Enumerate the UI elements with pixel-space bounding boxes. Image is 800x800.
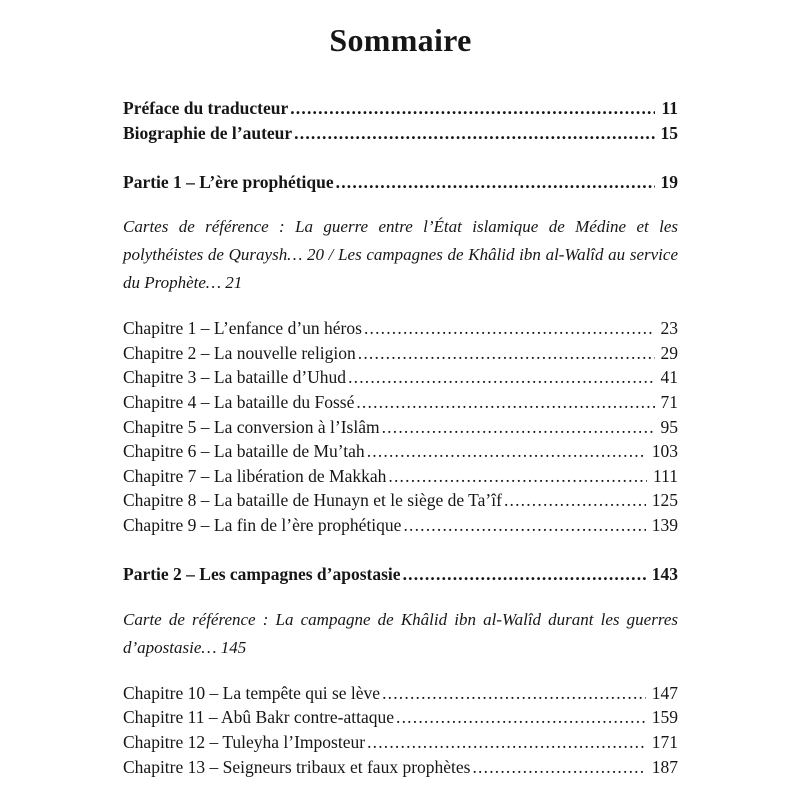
toc-entry	[123, 341, 678, 366]
toc-entry-label: Chapitre 1 – L’enfance d’un héros	[123, 318, 362, 339]
toc-entry-page: 147	[651, 682, 678, 703]
dot-leader	[356, 390, 654, 415]
toc-entry	[123, 513, 678, 538]
dot-leader	[472, 755, 645, 780]
dot-leader	[348, 365, 654, 390]
toc-entry	[123, 390, 678, 415]
toc-entry-page: 103	[651, 441, 678, 462]
toc-entry-label: Partie 2 – Les campagnes d’apostasie	[123, 564, 401, 585]
toc-entry	[123, 464, 678, 489]
toc-entry	[123, 730, 678, 755]
dot-leader	[358, 341, 655, 366]
toc-entry-page: 29	[660, 342, 678, 363]
toc-entry-page: 159	[651, 707, 678, 728]
page-title: Sommaire	[329, 22, 472, 58]
toc-entry-label: Chapitre 13 – Seigneurs tribaux et faux prophètes	[123, 756, 471, 777]
toc-entry-page: 41	[660, 367, 678, 388]
toc-entry	[123, 365, 678, 390]
toc-entry-page: 139	[651, 515, 678, 536]
dot-leader	[403, 513, 645, 538]
toc-entry	[123, 121, 678, 146]
toc-entry-page: 143	[651, 564, 678, 585]
toc-entry	[123, 562, 678, 587]
dot-leader	[367, 730, 646, 755]
dot-leader	[504, 488, 646, 513]
toc-entry-label: Chapitre 10 – La tempête qui se lève	[123, 682, 381, 703]
dot-leader	[294, 121, 654, 146]
toc-entry-page: 111	[653, 465, 678, 486]
toc-entry	[123, 415, 678, 440]
toc-entry-page: 171	[651, 731, 678, 752]
toc-entry-page: 71	[660, 392, 678, 413]
toc-entry-label: Biographie de l’auteur	[123, 122, 293, 143]
toc-entry-label: Chapitre 12 – Tuleyha l’Imposteur	[123, 731, 366, 752]
toc-entry-page: 95	[660, 416, 678, 437]
dot-leader	[367, 439, 646, 464]
toc-entry-label: Chapitre 8 – La bataille de Hunayn et le siège de Ta’îf	[123, 490, 502, 511]
toc-entry	[123, 96, 678, 121]
toc-entry-page: 187	[651, 756, 678, 777]
dot-leader	[396, 705, 646, 730]
dot-leader	[403, 562, 646, 587]
page-content	[0, 22, 800, 779]
toc-entry	[123, 170, 678, 195]
dot-leader	[336, 170, 655, 195]
toc-entry	[123, 705, 678, 730]
toc-entry-label: Chapitre 11 – Abû Bakr contre-attaque	[123, 707, 395, 728]
toc-entry-label: Partie 1 – L’ère prophétique	[123, 171, 334, 192]
toc-entry-label: Chapitre 9 – La fin de l’ère prophétique	[123, 515, 402, 536]
toc-entry	[123, 488, 678, 513]
reference-note: Cartes de référence : La guerre entre l’État islamique de Médine et les polythéistes de Quraysh… 20 / Les campagnes de Khâlid ibn al-Walîd au service du Prophète… 21	[123, 217, 678, 293]
toc-entry-page: 11	[661, 98, 678, 118]
toc-entry-page: 125	[651, 490, 678, 511]
dot-leader	[382, 681, 646, 706]
dot-leader	[382, 415, 655, 440]
toc-entry-label: Chapitre 7 – La libération de Makkah	[123, 465, 387, 486]
toc-entry-label: Chapitre 4 – La bataille du Fossé	[123, 392, 355, 413]
toc-entry-label: Chapitre 6 – La bataille de Mu’tah	[123, 441, 365, 462]
toc-entry-label: Préface du traducteur	[123, 98, 289, 118]
toc-entry	[123, 681, 678, 706]
toc-entry-label: Chapitre 2 – La nouvelle religion	[123, 342, 356, 363]
toc-entry-page: 15	[660, 122, 678, 143]
dot-leader	[388, 464, 647, 489]
toc-entry-label: Chapitre 3 – La bataille d’Uhud	[123, 367, 347, 388]
toc-entry	[123, 316, 678, 341]
dot-leader	[290, 96, 655, 121]
toc-entry-page: 23	[660, 318, 678, 339]
toc-entry	[123, 439, 678, 464]
toc	[123, 96, 678, 779]
toc-entry-label: Chapitre 5 – La conversion à l’Islâm	[123, 416, 380, 437]
reference-note: Carte de référence : La campagne de Khâlid ibn al-Walîd durant les guerres d’apostasie… 145	[123, 609, 678, 657]
dot-leader	[364, 316, 655, 341]
toc-entry	[123, 755, 678, 780]
toc-entry-page: 19	[660, 171, 678, 192]
